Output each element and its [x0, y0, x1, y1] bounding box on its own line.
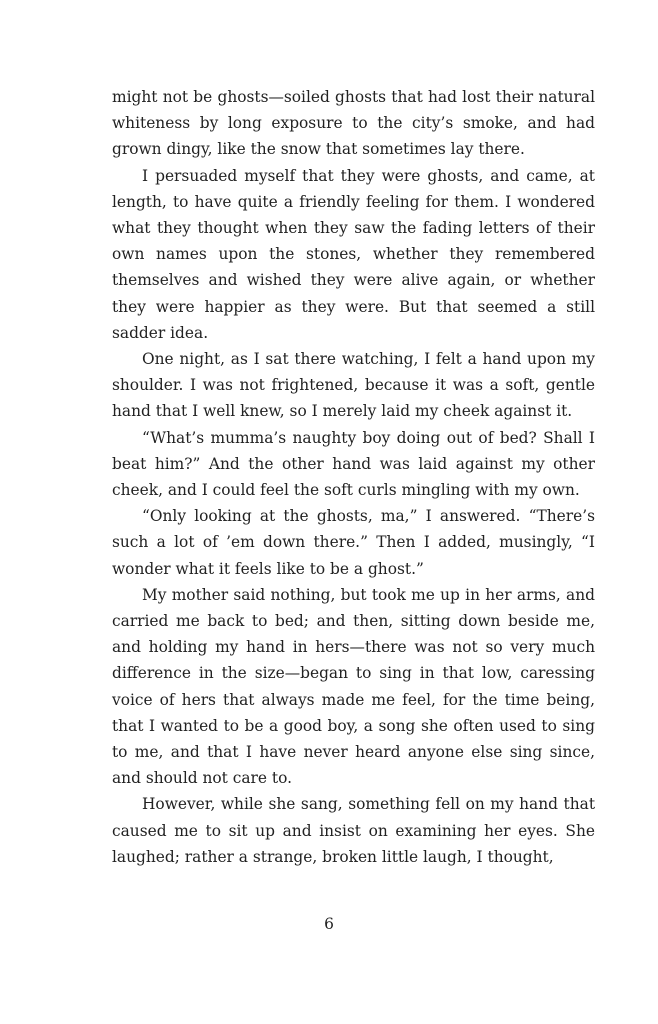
paragraph: However, while she sang, something fell on my hand that caused me to sit up and insist on examining her eyes. She laughed; rather a strange, broken little laugh, I thought, [112, 795, 595, 866]
paragraph: One night, as I sat there watching, I felt a hand upon my shoulder. I was not frightened, because it was a soft, gentle hand that I well knew, so I merely laid my cheek against it. [112, 350, 595, 421]
page-number: 6 [324, 915, 334, 933]
paragraph: “Only looking at the ghosts, ma,” I answered. “There’s such a lot of ’em down there.” Then I added, musingly, “I wonder what it feels like to be a ghost.” [112, 507, 595, 578]
paragraph: “What’s mumma’s naughty boy doing out of bed? Shall I beat him?” And the other hand was laid against my other cheek, and I could feel the soft curls mingling with my own. [112, 428, 595, 500]
paragraph: I persuaded myself that they were ghosts, and came, at length, to have quite a friendly feeling for them. I wondered what they thought when they saw the fading letters of their own names upon the stones, whether they remembered themselves and wished they were alive again, or whether they were happier as they were. But that seemed a still sadder idea. [112, 166, 595, 342]
paragraph-continued: might not be ghosts—soiled ghosts that had lost their natural whiteness by long exposure to the city’s smoke, and had grown dingy, like the snow that sometimes lay there. [112, 88, 595, 159]
body-text [112, 84, 595, 870]
paragraph: My mother said nothing, but took me up in her arms, and carried me back to bed; and then, sitting down beside me, and holding my hand in hers—there was not so very much difference in the size—began to sing in that low, caressing voice of hers that always made me feel, for the time being, that I wanted to be a good boy, a song she often used to sing to me, and that I have never heard anyone else sing since, and should not care to. [112, 585, 595, 788]
